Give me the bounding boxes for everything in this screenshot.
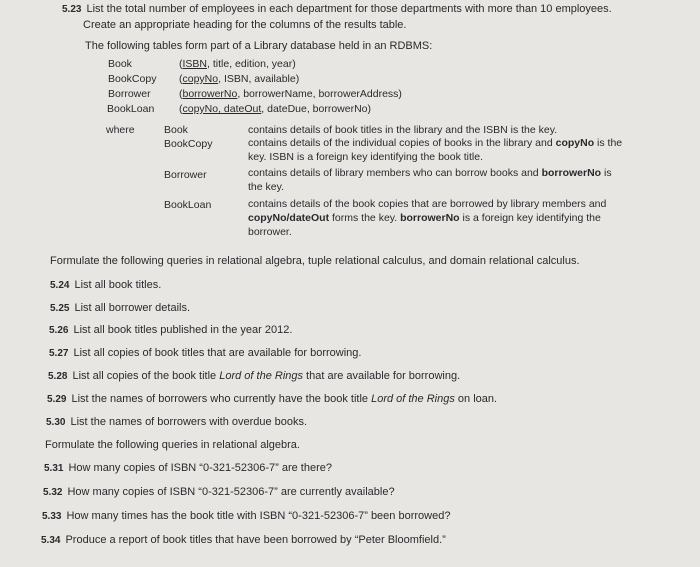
primary-key: borrowerNo — [182, 88, 238, 100]
question-5-32 — [43, 486, 395, 499]
question-5-33 — [42, 510, 450, 523]
question-number: 5.27 — [49, 348, 69, 359]
question-5-24 — [50, 279, 161, 292]
question-number: 5.34 — [41, 535, 61, 546]
question-number: 5.28 — [48, 371, 68, 382]
desc-borrower-line1 — [248, 167, 612, 181]
schema-attrs-bookloan: (copyNo, dateOut, dateDue, borrowerNo) — [179, 103, 372, 115]
question-text: How many times has the book title with ISBN “0-321-52306-7” been borrowed? — [66, 510, 451, 522]
question-text: List all book titles published in the year 2012. — [73, 324, 293, 336]
schema-attrs-borrower: (borrowerNo, borrowerName, borrowerAddress) — [179, 88, 402, 100]
primary-key: ISBN — [182, 58, 208, 70]
question-number: 5.24 — [50, 280, 70, 291]
desc-borrower-line2: the key. — [248, 181, 284, 193]
question-number: 5.25 — [50, 303, 70, 314]
attrs: , ISBN, available) — [218, 73, 300, 85]
formulate-instruction-2: Formulate the following queries in relational algebra. — [45, 439, 300, 451]
book-title: Lord of the Rings — [371, 393, 455, 405]
question-text: List the names of borrowers who currently have the book title — [71, 393, 372, 405]
question-text: List all copies of book titles that are available for borrowing. — [73, 347, 362, 359]
question-number: 5.31 — [44, 463, 64, 474]
desc-bookcopy-line2: key. ISBN is a foreign key identifying the book title. — [248, 151, 484, 163]
question-5-23 — [62, 3, 612, 16]
desc-bookloan-line2 — [248, 212, 601, 226]
question-number: 5.30 — [46, 417, 66, 428]
desc-name-bookloan: BookLoan — [164, 199, 212, 211]
desc-text: forms the key. — [329, 212, 401, 224]
where-label: where — [106, 124, 135, 136]
attrs: , title, edition, year) — [207, 58, 296, 70]
desc-text: is — [601, 167, 612, 179]
question-text: List the names of borrowers with overdue books. — [70, 416, 308, 428]
desc-key: borrowerNo — [400, 212, 460, 224]
schema-name-bookcopy: BookCopy — [108, 73, 157, 85]
desc-name-bookcopy: BookCopy — [164, 138, 213, 150]
question-5-34 — [41, 534, 446, 547]
question-number: 5.32 — [43, 487, 63, 498]
desc-key: borrowerNo — [541, 167, 602, 179]
question-text: How many copies of ISBN “0-321-52306-7” are currently available? — [67, 486, 395, 498]
desc-text: is the — [594, 137, 623, 149]
attrs: , borrowerName, borrowerAddress) — [237, 88, 402, 100]
schema-attrs-bookcopy: (copyNo, ISBN, available) — [179, 73, 300, 85]
question-5-31 — [44, 462, 332, 475]
desc-bookloan-line3: borrower. — [248, 226, 292, 238]
question-text: that are available for borrowing. — [303, 370, 461, 382]
question-5-26 — [49, 324, 292, 337]
primary-key: copyNo, dateOut — [182, 103, 262, 115]
question-number: 5.23 — [62, 4, 82, 15]
desc-name-borrower: Borrower — [164, 169, 207, 181]
question-5-23-line2: Create an appropriate heading for the columns of the results table. — [83, 19, 407, 31]
question-text: Produce a report of book titles that have been borrowed by “Peter Bloomfield.” — [65, 534, 446, 546]
desc-text: is a foreign key identifying the — [459, 212, 601, 224]
desc-bookloan-line1: contains details of the book copies that are borrowed by library members and — [248, 198, 607, 210]
question-5-27 — [49, 347, 361, 360]
question-5-28 — [48, 370, 460, 383]
schema-name-book: Book — [108, 58, 132, 70]
formulate-instruction-1: Formulate the following queries in relational algebra, tuple relational calculus, and domain relational calculus. — [50, 255, 580, 267]
desc-book: contains details of book titles in the library and the ISBN is the key. — [248, 124, 558, 136]
question-5-30 — [46, 416, 307, 429]
question-number: 5.26 — [49, 325, 69, 336]
question-text: List all borrower details. — [74, 302, 191, 314]
question-text: List all book titles. — [74, 279, 162, 291]
desc-text: contains details of library members who can borrow books and — [248, 167, 542, 179]
question-5-25 — [50, 302, 190, 315]
question-text: List all copies of the book title — [72, 370, 220, 382]
question-text: How many copies of ISBN “0-321-52306-7” are there? — [68, 462, 332, 474]
desc-key: copyNo/dateOut — [248, 212, 330, 224]
question-text: on loan. — [454, 393, 498, 405]
intro-text: The following tables form part of a Library database held in an RDBMS: — [85, 40, 433, 52]
schema-name-borrower: Borrower — [108, 88, 151, 100]
primary-key: copyNo — [182, 73, 219, 85]
schema-attrs-book: (ISBN, title, edition, year) — [179, 58, 296, 70]
question-number: 5.29 — [47, 394, 67, 405]
question-5-29 — [47, 393, 497, 406]
schema-name-bookloan: BookLoan — [107, 103, 155, 115]
attrs: , dateDue, borrowerNo) — [261, 103, 372, 115]
desc-key: copyNo — [555, 137, 595, 149]
desc-name-book: Book — [164, 124, 188, 136]
question-text: List the total number of employees in each department for those departments with more than 10 employees. — [86, 3, 612, 15]
desc-bookcopy-line1 — [248, 137, 622, 151]
question-number: 5.33 — [42, 511, 62, 522]
desc-text: contains details of the individual copies of books in the library and — [248, 137, 556, 149]
book-title: Lord of the Rings — [219, 370, 303, 382]
